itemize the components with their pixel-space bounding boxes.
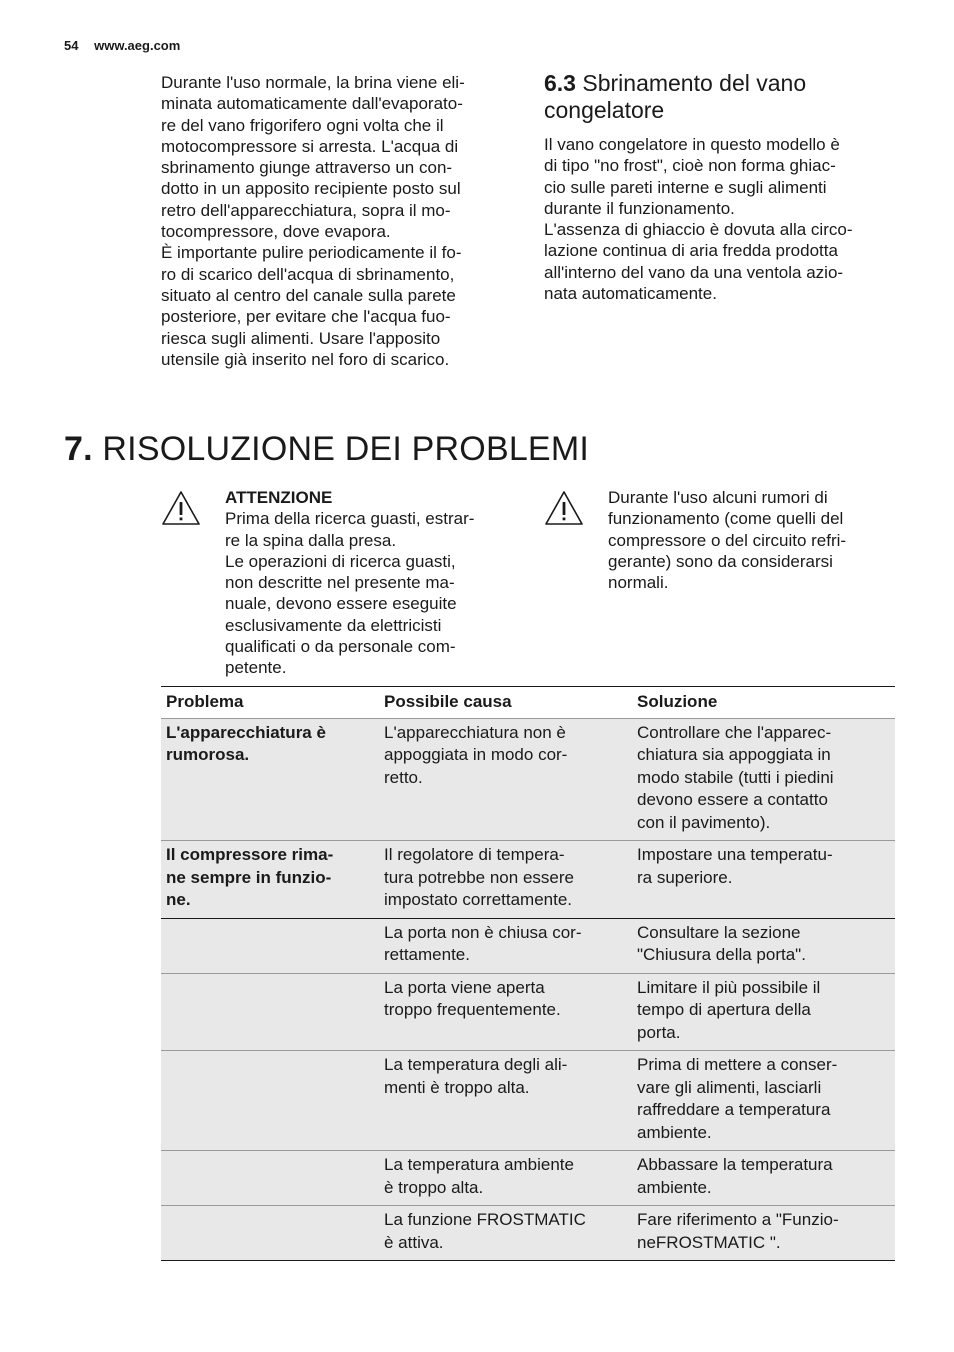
troubleshooting-table xyxy=(161,686,895,1261)
website-link[interactable]: www.aeg.com xyxy=(94,38,181,53)
text-line: esclusivamente da elettricisti xyxy=(225,615,442,635)
text-line: Controllare che l'apparec- xyxy=(637,722,832,742)
text-line: con il pavimento). xyxy=(637,812,771,832)
chapter-title xyxy=(64,428,589,470)
text-line: durante il funzionamento. xyxy=(544,198,735,218)
text-line: Il compressore rima- xyxy=(166,845,334,864)
table-cell-cause xyxy=(379,1206,632,1261)
text-line: normali. xyxy=(608,573,669,593)
warning-triangle-icon xyxy=(161,490,201,526)
text-line: motocompressore si arresta. L'acqua di xyxy=(161,136,459,156)
text-line: tocompressore, dove evapora. xyxy=(161,222,391,242)
text-line: ne. xyxy=(166,890,191,909)
text-line: menti è troppo alta. xyxy=(384,1077,530,1097)
section-6-3 xyxy=(544,70,899,304)
text-line: tempo di apertura della xyxy=(637,1000,811,1019)
text-line: L'apparecchiatura non è xyxy=(384,722,566,742)
warning-body xyxy=(225,508,525,678)
table-row xyxy=(161,841,895,919)
text-line: Durante l'uso normale, la brina viene eli- xyxy=(161,73,465,92)
text-line: Consultare la sezione xyxy=(637,922,801,942)
table-cell-solution xyxy=(632,1151,895,1206)
text-line: tura potrebbe non essere xyxy=(384,867,574,887)
text-line: porta. xyxy=(637,1022,681,1042)
table-cell-solution xyxy=(632,718,895,841)
text-line: funzionamento (come quelli del xyxy=(608,509,844,529)
text-line: neFROSTMATIC ". xyxy=(637,1232,781,1252)
warning-attenzione xyxy=(225,487,525,679)
text-line: cio sulle pareti interne e sugli alimenti xyxy=(544,177,827,197)
text-line: all'interno del vano da una ventola azio- xyxy=(544,262,844,282)
text-line: impostato correttamente. xyxy=(384,890,573,909)
table-cell-problem xyxy=(161,718,379,841)
table-cell-problem xyxy=(161,841,379,919)
text-line: di tipo "no frost", cioè non forma ghiac- xyxy=(544,156,836,176)
section-title xyxy=(544,70,899,124)
text-line: L'apparecchiatura è xyxy=(166,722,326,742)
table-cell-problem xyxy=(161,973,379,1051)
table-cell-problem xyxy=(161,1151,379,1206)
text-line: nata automaticamente. xyxy=(544,284,717,304)
page-number: 54 xyxy=(64,38,79,53)
text-line: rumorosa. xyxy=(166,745,250,764)
text-line: Abbassare la temperatura xyxy=(637,1155,833,1174)
table-row xyxy=(161,1051,895,1151)
section-title-line2: congelatore xyxy=(544,97,665,123)
text-line: petente. xyxy=(225,658,287,678)
section-body xyxy=(544,134,899,304)
text-line: ambiente. xyxy=(637,1122,712,1142)
table-row xyxy=(161,718,895,841)
text-line: utensile già inserito nel foro di scarico. xyxy=(161,349,450,369)
table-cell-cause xyxy=(379,1151,632,1206)
column-header: Problema xyxy=(161,687,379,719)
column-header: Soluzione xyxy=(632,687,895,719)
text-line: retro dell'apparecchiatura, sopra il mo- xyxy=(161,200,451,220)
text-line: devono essere a contatto xyxy=(637,790,828,809)
text-line: ne sempre in funzio- xyxy=(166,867,332,887)
text-line: modo stabile (tutti i piedini xyxy=(637,767,834,787)
text-line: troppo frequentemente. xyxy=(384,1000,561,1019)
page-header xyxy=(64,38,180,53)
text-line: re del vano frigorifero ogni volta che il xyxy=(161,115,444,135)
text-line: minata automaticamente dall'evaporato- xyxy=(161,94,463,114)
table-cell-cause xyxy=(379,718,632,841)
text-line: raffreddare a temperatura xyxy=(637,1100,831,1119)
text-line: appoggiata in modo cor- xyxy=(384,745,568,764)
table-cell-solution xyxy=(632,1051,895,1151)
text-line: La porta non è chiusa cor- xyxy=(384,922,582,942)
table-row xyxy=(161,1206,895,1261)
section-title-line1: Sbrinamento del vano xyxy=(582,70,807,96)
text-line: "Chiusura della porta". xyxy=(637,945,806,964)
text-line: ro di scarico dell'acqua di sbrinamento, xyxy=(161,264,455,284)
text-line: La porta viene aperta xyxy=(384,977,545,997)
text-line: Le operazioni di ricerca guasti, xyxy=(225,551,456,571)
table-row xyxy=(161,973,895,1051)
table-cell-cause xyxy=(379,973,632,1051)
table-header-row xyxy=(161,687,895,719)
text-line: È importante pulire periodicamente il fo- xyxy=(161,243,462,263)
text-line: chiatura sia appoggiata in xyxy=(637,745,831,764)
text-line: Limitare il più possibile il xyxy=(637,977,821,997)
table-cell-solution xyxy=(632,918,895,973)
table-cell-problem xyxy=(161,1051,379,1151)
table-cell-problem xyxy=(161,1206,379,1261)
table-row xyxy=(161,918,895,973)
table-cell-problem xyxy=(161,918,379,973)
table-cell-solution xyxy=(632,1206,895,1261)
text-line: Prima della ricerca guasti, estrar- xyxy=(225,509,475,529)
text-line: lazione continua di aria fredda prodotta xyxy=(544,241,838,261)
text-line: compressore o del circuito refri- xyxy=(608,530,847,550)
text-line: sbrinamento giunge attraverso un con- xyxy=(161,158,453,178)
table-cell-cause xyxy=(379,1051,632,1151)
text-line: non descritte nel presente ma- xyxy=(225,573,455,593)
chapter-title-text: RISOLUZIONE DEI PROBLEMI xyxy=(102,430,589,468)
text-line: Fare riferimento a "Funzio- xyxy=(637,1210,839,1229)
text-line: ra superiore. xyxy=(637,867,733,887)
text-line: retto. xyxy=(384,767,423,787)
warning-triangle-icon xyxy=(544,490,584,526)
table-row xyxy=(161,1151,895,1206)
text-line: La temperatura ambiente xyxy=(384,1155,574,1174)
text-line: La funzione FROSTMATIC xyxy=(384,1210,586,1229)
text-line: situato al centro del canale sulla parete xyxy=(161,285,456,305)
text-line: nuale, devono essere eseguite xyxy=(225,594,457,614)
text-line: vare gli alimenti, lasciarli xyxy=(637,1077,822,1097)
text-line: dotto in un apposito recipiente posto sul xyxy=(161,179,461,199)
table-cell-solution xyxy=(632,841,895,919)
text-line: rettamente. xyxy=(384,945,470,964)
table-cell-solution xyxy=(632,973,895,1051)
defrost-fridge-text xyxy=(161,72,521,370)
warning-noise-note xyxy=(608,487,898,593)
table-cell-cause xyxy=(379,841,632,919)
text-line: è attiva. xyxy=(384,1232,444,1252)
table-cell-cause xyxy=(379,918,632,973)
text-line: Impostare una temperatu- xyxy=(637,845,833,864)
text-line: riesca sugli alimenti. Usare l'apposito xyxy=(161,328,441,348)
text-line: è troppo alta. xyxy=(384,1177,484,1197)
text-line: qualificati o da personale com- xyxy=(225,637,456,657)
text-line: Il regolatore di tempera- xyxy=(384,845,565,864)
text-line: posteriore, per evitare che l'acqua fuo- xyxy=(161,307,451,327)
column-header: Possibile causa xyxy=(379,687,632,719)
text-line: La temperatura degli ali- xyxy=(384,1055,568,1074)
text-line: ambiente. xyxy=(637,1177,712,1197)
text-line: re la spina dalla presa. xyxy=(225,530,397,550)
text-line: gerante) sono da considerarsi xyxy=(608,551,833,571)
text-line: Prima di mettere a conser- xyxy=(637,1055,838,1074)
chapter-number: 7. xyxy=(64,430,93,468)
text-line: Durante l'uso alcuni rumori di xyxy=(608,488,828,507)
warning-heading: ATTENZIONE xyxy=(225,488,333,507)
text-line: L'assenza di ghiaccio è dovuta alla circo- xyxy=(544,220,853,240)
text-line: Il vano congelatore in questo modello è xyxy=(544,135,840,154)
section-number: 6.3 xyxy=(544,70,576,96)
